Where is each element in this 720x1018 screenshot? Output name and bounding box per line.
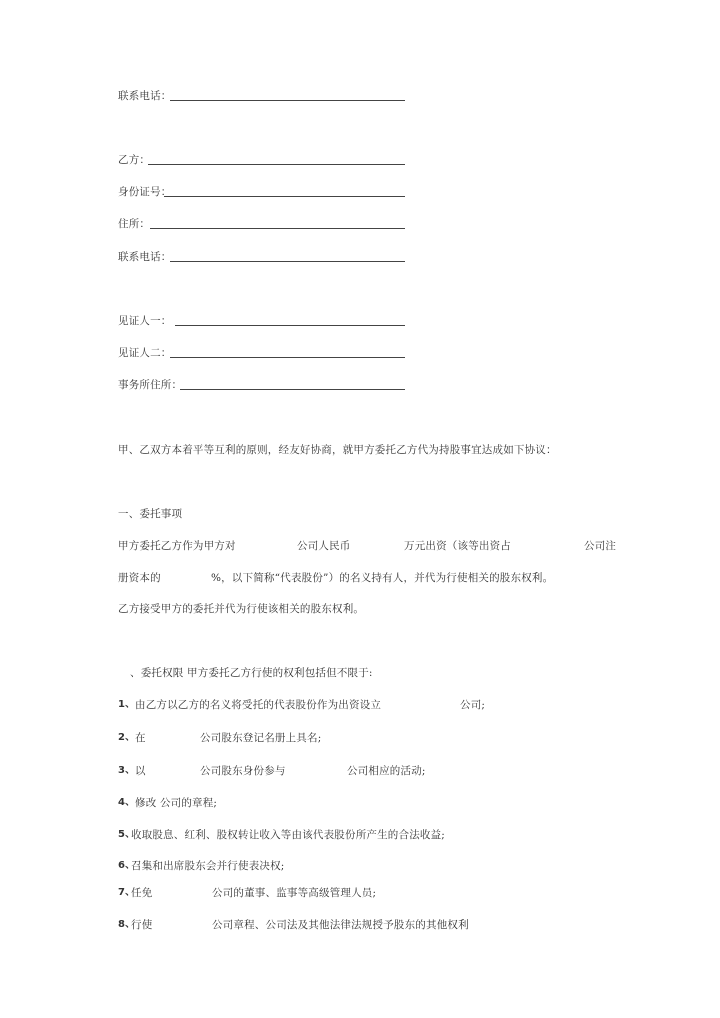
item7-text-end: 公司的董事、监事等高级管理人员;: [212, 887, 377, 899]
item1-text: 由乙方以乙方的名义将受托的代表股份作为出资设立: [135, 699, 382, 711]
party-b-phone-line: [170, 261, 405, 262]
section1-line1-d: 公司注: [584, 540, 617, 552]
contact-phone-line: [170, 100, 405, 101]
item8-number: 8、: [118, 919, 136, 930]
section1-line2-b: %，以下简称“代表股份”）的名义持有人，并代为行使相关的股东权利。: [211, 572, 554, 584]
address-label: 住所：: [118, 218, 151, 230]
party-b-label: 乙方：: [118, 154, 151, 166]
item3-text-end: 公司相应的活动;: [347, 765, 426, 777]
id-number-line: [164, 196, 405, 197]
item8-text: 行使: [131, 919, 153, 931]
item1-number: 1、: [118, 699, 136, 710]
item1-text-end: 公司;: [460, 699, 486, 711]
preamble: 甲、乙双方本着平等互利的原则，经友好协商，就甲方委托乙方代为持股事宜达成如下协议：: [118, 444, 557, 456]
item5-text: 收取股息、红利、股权转让收入等由该代表股份所产生的合法收益;: [131, 829, 446, 841]
section2-title: 、委托权限 甲方委托乙方行使的权利包括但不限于:: [130, 667, 373, 679]
item4-text: 修改 公司的章程;: [135, 797, 218, 809]
witness2-label: 见证人二：: [118, 347, 172, 359]
item3-text: 以: [135, 765, 146, 777]
section1-title: 一、委托事项: [118, 508, 183, 520]
item3-number: 3、: [118, 765, 136, 776]
address-line: [150, 228, 405, 229]
item4-number: 4、: [118, 797, 136, 808]
office-address-line: [180, 389, 405, 390]
contact-phone-label: 联系电话：: [118, 90, 172, 102]
item7-number: 7、: [118, 887, 136, 898]
witness1-line: [175, 325, 405, 326]
item6-number: 6、: [118, 860, 136, 871]
witness1-label: 见证人一：: [118, 315, 172, 327]
id-number-label: 身份证号：: [118, 186, 172, 198]
office-address-label: 事务所住所：: [118, 379, 183, 391]
section1-line1-a: 甲方委托乙方作为甲方对: [118, 540, 236, 552]
item2-number: 2、: [118, 732, 136, 743]
item3-text-mid: 公司股东身份参与: [200, 765, 286, 777]
witness2-line: [170, 357, 405, 358]
item6-text: 召集和出席股东会并行使表决权;: [131, 860, 285, 872]
section1-line1-c: 万元出资（该等出资占: [404, 540, 511, 552]
item2-text-end: 公司股东登记名册上具名;: [200, 732, 322, 744]
section1-line1-b: 公司人民币: [297, 540, 351, 552]
section1-line3: 乙方接受甲方的委托并代为行使该相关的股东权利。: [118, 603, 365, 615]
party-b-line: [148, 164, 405, 165]
item7-text: 任免: [131, 887, 153, 899]
item5-number: 5、: [118, 829, 136, 840]
section1-line2-a: 册资本的: [118, 572, 161, 584]
party-b-phone-label: 联系电话：: [118, 251, 172, 263]
item2-text: 在: [135, 732, 146, 744]
item8-text-end: 公司章程、公司法及其他法律法规授予股东的其他权利: [212, 919, 469, 931]
